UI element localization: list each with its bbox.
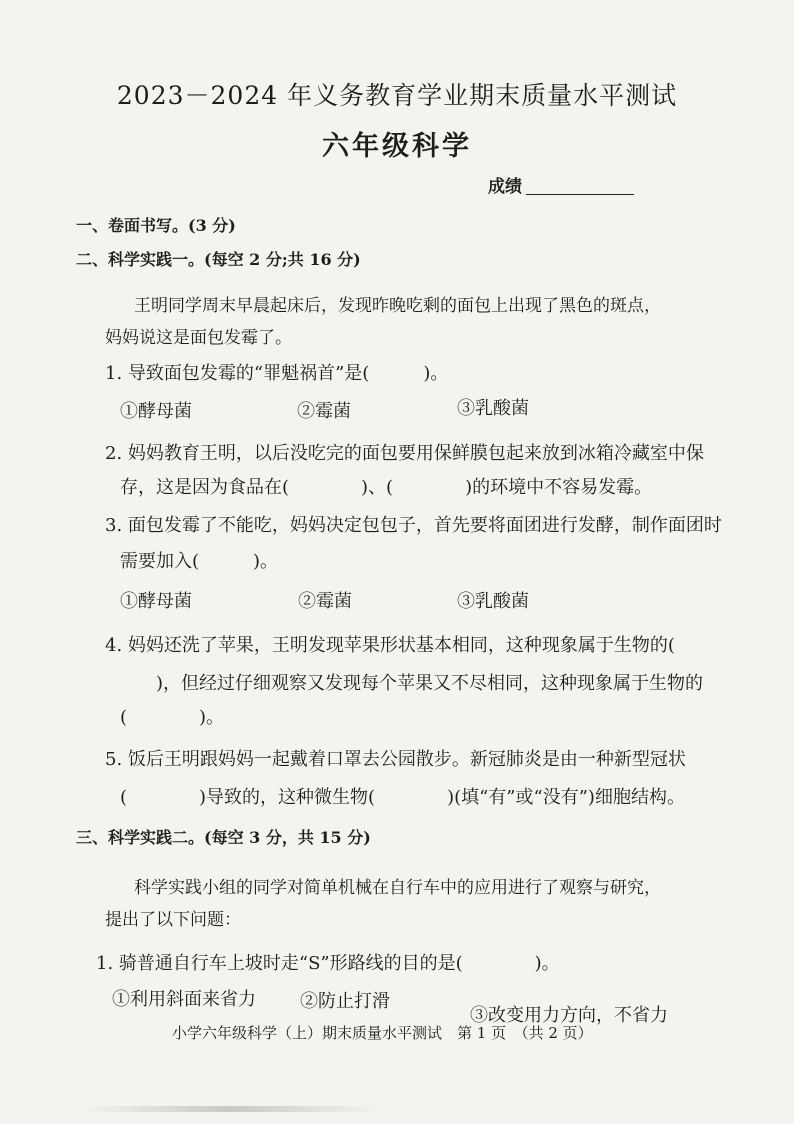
question-2-4-line-2: )，但经过仔细观察又发现每个苹果又不尽相同，这种现象属于生物的 <box>120 673 704 694</box>
question-2-2-line-2: 存，这是因为食品在( )、( )的环境中不容易发霉。 <box>120 477 653 498</box>
question-3-1-option-a: ①利用斜面来省力 <box>112 989 256 1010</box>
score-field <box>488 172 634 197</box>
question-2-1: 1. 导致面包发霉的“罪魁祸首”是( )。 <box>105 363 449 384</box>
exam-title: 2023－2024 年义务教育学业期末质量水平测试 <box>116 81 678 110</box>
question-2-5-line-1: 5. 饭后王明跟妈妈一起戴着口罩去公园散步。新冠肺炎是由一种新型冠状 <box>105 749 686 770</box>
question-2-1-option-b: ②霉菌 <box>297 401 351 422</box>
question-2-3-option-c: ③乳酸菌 <box>457 591 529 612</box>
question-3-1-option-c: ③改变用力方向，不省力 <box>470 1005 668 1026</box>
scan-edge-mark <box>80 1106 380 1112</box>
question-2-4-line-1: 4. 妈妈还洗了苹果，王明发现苹果形状基本相同，这种现象属于生物的( <box>105 635 675 656</box>
section-3-intro-line-1: 科学实践小组的同学对简单机械在自行车中的应用进行了观察与研究， <box>134 878 661 898</box>
question-2-3-line-2: 需要加入( )。 <box>120 551 279 572</box>
question-2-5-line-2: ( )导致的，这种微生物( )(填“有”或“没有”)细胞结构。 <box>120 787 685 808</box>
question-3-1: 1. 骑普通自行车上坡时走“S”形路线的目的是( )。 <box>96 953 560 974</box>
section-2-intro-line-1: 王明同学周末早晨起床后，发现昨晚吃剩的面包上出现了黑色的斑点， <box>134 296 661 316</box>
score-blank <box>526 176 634 195</box>
question-3-1-option-b: ②防止打滑 <box>300 991 390 1012</box>
section-2-heading: 二、科学实践一。(每空 2 分;共 16 分) <box>76 250 361 269</box>
question-2-2-line-1: 2. 妈妈教育王明，以后没吃完的面包要用保鲜膜包起来放到冰箱冷藏室中保 <box>105 443 704 464</box>
question-2-1-option-a: ①酵母菌 <box>120 401 192 422</box>
section-2-intro-line-2: 妈妈说这是面包发霉了。 <box>105 328 292 348</box>
exam-subject: 六年级科学 <box>322 131 472 162</box>
question-2-1-option-c: ③乳酸菌 <box>457 398 529 419</box>
question-2-3-line-1: 3. 面包发霉了不能吃，妈妈决定包包子，首先要将面团进行发酵，制作面团时 <box>105 515 722 536</box>
question-2-3-option-a: ①酵母菌 <box>120 591 192 612</box>
section-3-heading: 三、科学实践二。(每空 3 分，共 15 分) <box>76 828 371 847</box>
question-2-3-option-b: ②霉菌 <box>298 591 352 612</box>
section-3-intro-line-2: 提出了以下问题： <box>105 910 241 930</box>
question-2-4-line-3: ( )。 <box>120 707 225 728</box>
section-1-heading: 一、卷面书写。(3 分) <box>76 216 236 235</box>
score-label: 成绩 <box>488 177 522 197</box>
page-footer: 小学六年级科学（上）期末质量水平测试 第 1 页 （共 2 页） <box>172 1024 593 1042</box>
